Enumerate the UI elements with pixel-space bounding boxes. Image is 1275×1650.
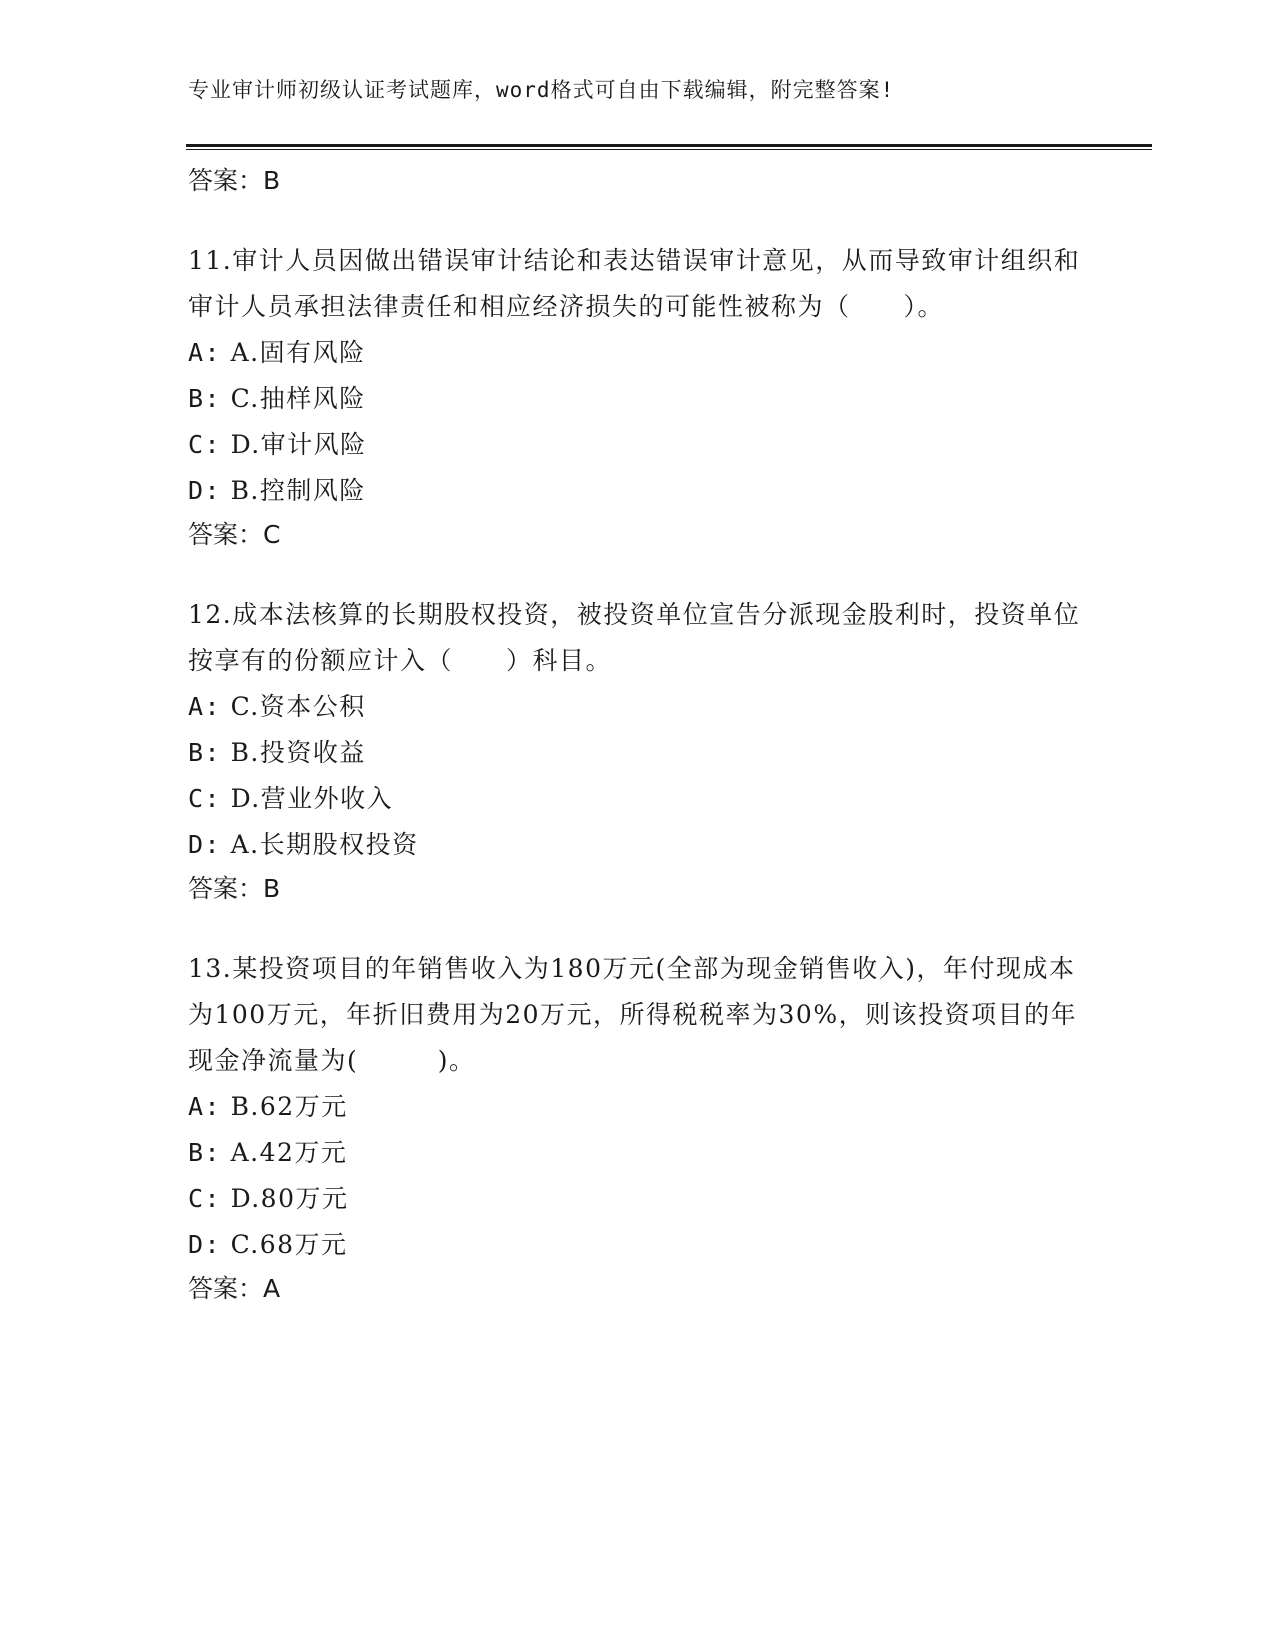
option-key: D: [188,476,222,505]
question-11 [188,238,1088,556]
option-c [188,422,1088,468]
option-key: C: [188,430,222,459]
question-content [188,160,1088,1310]
question-13 [188,946,1088,1310]
answer-label: 答案：C [188,520,281,549]
answer-label: 答案：B [188,166,281,195]
header-rule-thick [186,144,1152,147]
option-b [188,1130,1088,1176]
option-key: B: [188,384,222,413]
option-b [188,376,1088,422]
option-text: B.62万元 [230,1092,348,1121]
option-key: A: [188,338,222,367]
option-key: B: [188,738,222,767]
option-key: A: [188,1092,222,1121]
question-stem: 11.审计人员因做出错误审计结论和表达错误审计意见，从而导致审计组织和审计人员承担法律责任和相应经济损失的可能性被称为（ ）。 [188,246,1081,321]
option-a [188,330,1088,376]
option-key: B: [188,1138,222,1167]
option-key: A: [188,692,222,721]
option-d [188,822,1088,868]
option-text: D.营业外收入 [230,784,394,813]
option-key: D: [188,830,222,859]
question-stem: 12.成本法核算的长期股权投资，被投资单位宣告分派现金股利时，投资单位按享有的份额应计入（ ）科目。 [188,600,1081,675]
option-text: D.80万元 [230,1184,349,1213]
option-text: C.资本公积 [230,692,366,721]
option-c [188,1176,1088,1222]
option-d [188,1222,1088,1268]
option-key: C: [188,1184,222,1213]
question-12 [188,592,1088,910]
option-d [188,468,1088,514]
option-text: C.68万元 [230,1230,348,1259]
option-a [188,684,1088,730]
question-stem: 13.某投资项目的年销售收入为180万元(全部为现金销售收入)，年付现成本为100万元，年折旧费用为20万元，所得税税率为30%，则该投资项目的年现金净流量为( )。 [188,954,1078,1075]
option-key: C: [188,784,222,813]
option-a [188,1084,1088,1130]
option-text: A.42万元 [230,1138,348,1167]
option-text: A.固有风险 [230,338,366,367]
header-rule-thin [186,149,1152,150]
answer-label: 答案：A [188,1274,281,1303]
option-key: D: [188,1230,222,1259]
option-text: B.投资收益 [230,738,366,767]
option-text: D.审计风险 [230,430,367,459]
option-text: A.长期股权投资 [230,830,419,859]
page-header: 专业审计师初级认证考试题库，word格式可自由下载编辑，附完整答案! [188,78,895,102]
option-c [188,776,1088,822]
option-text: B.控制风险 [230,476,366,505]
option-b [188,730,1088,776]
option-text: C.抽样风险 [230,384,366,413]
answer-label: 答案：B [188,874,281,903]
